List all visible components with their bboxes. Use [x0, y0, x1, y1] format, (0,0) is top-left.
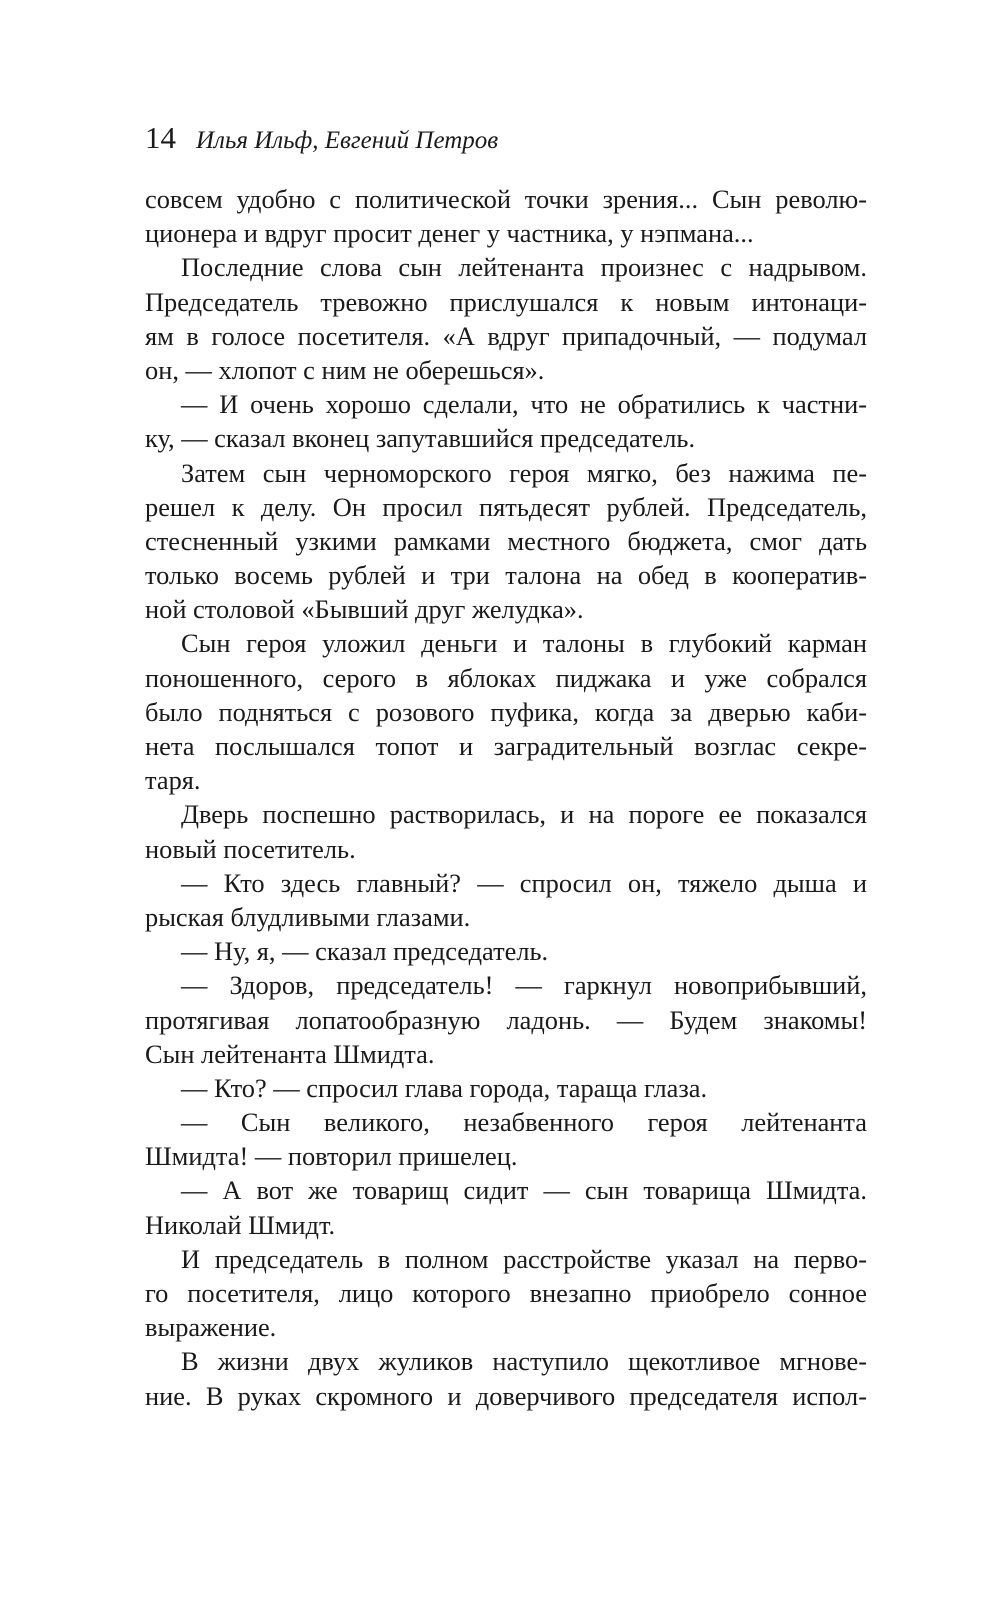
- text-line: ной столовой «Бывший друг желудка».: [145, 594, 584, 625]
- text-line: ние. В руках скромного и доверчивого председателя испол-: [145, 1380, 867, 1411]
- text-line: — Здоров, председатель! — гаркнул новоприбывший,: [181, 970, 867, 1001]
- paragraph: [145, 1344, 867, 1412]
- text-line: новый посетитель.: [145, 833, 356, 864]
- text-line: Дверь поспешно растворилась, и на пороге ее показался: [181, 799, 867, 830]
- paragraph: [145, 387, 867, 455]
- paragraph: [145, 968, 867, 1071]
- body-text: [145, 182, 867, 1413]
- text-line: таря.: [145, 765, 201, 796]
- text-line: Николай Шмидт.: [145, 1209, 336, 1240]
- text-line: решел к делу. Он просил пятьдесят рублей. Председатель,: [145, 491, 867, 522]
- paragraph: [145, 1071, 867, 1105]
- book-page: [145, 120, 867, 1413]
- text-line: совсем удобно с политической точки зрения... Сын револю-: [145, 184, 867, 214]
- paragraph: [145, 866, 867, 934]
- text-line: было подняться с розового пуфика, когда за дверью каби-: [145, 696, 867, 727]
- paragraph: [145, 1242, 867, 1345]
- text-line: — Кто здесь главный? — спросил он, тяжело дыша и: [181, 867, 867, 898]
- text-line: — А вот же товарищ сидит — сын товарища Шмидта.: [181, 1175, 867, 1206]
- text-line: только восемь рублей и три талона на обед в кооператив-: [145, 560, 867, 591]
- text-line: го посетителя, лицо которого внезапно приобрело сонное: [145, 1278, 867, 1308]
- paragraph: [145, 1173, 867, 1241]
- paragraph: [145, 934, 867, 968]
- text-line: — Ну, я, — сказал председатель.: [181, 936, 549, 967]
- text-line: ционера и вдруг просит денег у частника, у нэпмана...: [145, 218, 754, 249]
- paragraph: [145, 250, 867, 387]
- text-line: протягивая лопатообразную ладонь. — Будем знакомы!: [145, 1004, 867, 1035]
- text-line: — Сын великого, незабвенного героя лейтенанта: [181, 1107, 867, 1138]
- paragraph: [145, 1105, 867, 1173]
- text-line: нета послышался топот и заградительный возглас секре-: [145, 731, 867, 761]
- text-line: Затем сын черноморского героя мягко, без нажима пе-: [181, 457, 867, 488]
- text-line: — И очень хорошо сделали, что не обратились к частни-: [181, 389, 867, 420]
- text-line: Сын лейтенанта Шмидта.: [145, 1038, 435, 1069]
- paragraph: [145, 626, 867, 797]
- text-line: поношенного, серого в яблоках пиджака и уже собрался: [145, 662, 867, 693]
- paragraph: [145, 797, 867, 865]
- text-line: он, — хлопот с ним не оберешься».: [145, 354, 545, 385]
- text-line: ям в голосе посетителя. «А вдруг припадочный, — подумал: [145, 320, 867, 351]
- page-number: 14: [145, 120, 176, 155]
- text-line: стесненный узкими рамками местного бюджета, смог дать: [145, 525, 867, 556]
- text-line: Последние слова сын лейтенанта произнес с надрывом.: [181, 252, 867, 283]
- text-line: ку, — сказал вконец запутавшийся председатель.: [145, 423, 696, 454]
- paragraph: [145, 456, 867, 627]
- text-line: Председатель тревожно прислушался к новым интонаци-: [145, 286, 867, 317]
- running-header: [145, 120, 867, 160]
- text-line: — Кто? — спросил глава города, тараща глаза.: [181, 1072, 708, 1103]
- running-title: Илья Ильф, Евгений Петров: [196, 127, 499, 154]
- text-line: рыская блудливыми глазами.: [145, 901, 471, 932]
- text-line: В жизни двух жуликов наступило щекотливое мгнове-: [181, 1346, 867, 1377]
- text-line: выражение.: [145, 1312, 277, 1343]
- paragraph: [145, 182, 867, 250]
- text-line: Шмидта! — повторил пришелец.: [145, 1141, 518, 1172]
- text-line: И председатель в полном расстройстве указал на перво-: [181, 1243, 867, 1274]
- text-line: Сын героя уложил деньги и талоны в глубокий карман: [181, 628, 867, 659]
